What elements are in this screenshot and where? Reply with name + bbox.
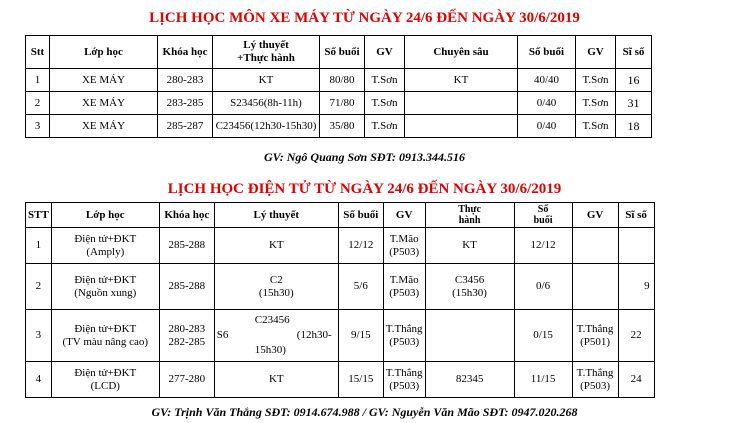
table-row bbox=[26, 115, 652, 138]
cell: 277-280 bbox=[159, 362, 214, 398]
cell: 285-288 bbox=[159, 264, 214, 310]
cell: KT bbox=[214, 362, 338, 398]
cell: 18 bbox=[616, 115, 652, 138]
table-header-row bbox=[26, 36, 652, 69]
cell: C2 (15h30) bbox=[214, 264, 338, 310]
cell bbox=[572, 264, 618, 310]
cell: 4 bbox=[26, 362, 52, 398]
xe-may-teacher-contact: GV: Ngô Quang Sơn SĐT: 0913.344.516 bbox=[263, 150, 466, 164]
dien-tu-schedule-table bbox=[25, 202, 655, 398]
col-header-so-buoi-2: Số buổi bbox=[518, 36, 576, 69]
col-header-so-buoi: Số buổi bbox=[320, 36, 365, 69]
cell bbox=[405, 115, 518, 138]
dien-tu-teacher-contact: GV: Trịnh Văn Thắng SĐT: 0914.674.988 / GV: Nguyễn Văn Mão SĐT: 0947.020.268 bbox=[151, 405, 578, 419]
cell: S23456(8h-11h) bbox=[213, 92, 320, 115]
col-header-ly-thuyet: Lý thuyết bbox=[214, 203, 338, 228]
cell: T.Mão (P503) bbox=[383, 264, 425, 310]
cell: T.Mão (P503) bbox=[383, 228, 425, 264]
dien-tu-schedule-title: LỊCH HỌC ĐIỆN TỬ TỪ NGÀY 24/6 ĐẾN NGÀY 30/6/2019 bbox=[167, 181, 562, 197]
cell: T.Thắng (P503) bbox=[383, 362, 425, 398]
cell: 0/6 bbox=[514, 264, 572, 310]
cell: 285-287 bbox=[158, 115, 213, 138]
cell: 2 bbox=[26, 92, 50, 115]
col-header-lop-hoc: Lớp học bbox=[51, 203, 159, 228]
cell: KT bbox=[425, 228, 514, 264]
cell bbox=[618, 228, 654, 264]
cell: T.Sơn bbox=[576, 69, 616, 92]
cell: T.Sơn bbox=[576, 92, 616, 115]
cell: T.Sơn bbox=[576, 115, 616, 138]
col-header-ly-thuyet: Lý thuyết +Thực hành bbox=[213, 36, 320, 69]
cell: T.Sơn bbox=[365, 69, 405, 92]
cell: 5/6 bbox=[338, 264, 383, 310]
cell: KT bbox=[214, 228, 338, 264]
cell: XE MÁY bbox=[50, 115, 158, 138]
cell: T.Thắng (P503) bbox=[383, 310, 425, 362]
cell: XE MÁY bbox=[50, 92, 158, 115]
cell: 0/40 bbox=[518, 92, 576, 115]
cell: C3456 (15h30) bbox=[425, 264, 514, 310]
cell: 40/40 bbox=[518, 69, 576, 92]
cell: 285-288 bbox=[159, 228, 214, 264]
col-header-gv-2: GV bbox=[576, 36, 616, 69]
col-header-khoa-hoc: Khóa học bbox=[159, 203, 214, 228]
cell: 24 bbox=[618, 362, 654, 398]
col-header-si-so: Sĩ số bbox=[616, 36, 652, 69]
col-header-stt: STT bbox=[26, 203, 52, 228]
xe-may-schedule-table bbox=[25, 35, 652, 138]
cell: 280-283 bbox=[158, 69, 213, 92]
cell: 3 bbox=[26, 310, 52, 362]
table-row bbox=[26, 264, 655, 310]
cell: 12/12 bbox=[338, 228, 383, 264]
cell: 283-285 bbox=[158, 92, 213, 115]
cell: 2 bbox=[26, 264, 52, 310]
cell: 12/12 bbox=[514, 228, 572, 264]
cell: 1 bbox=[26, 228, 52, 264]
col-header-stt: Stt bbox=[26, 36, 50, 69]
cell-part: C23456 bbox=[254, 313, 290, 326]
col-header-so-buoi: Số buổi bbox=[338, 203, 383, 228]
col-header-thuc-hanh: Thực hành bbox=[425, 203, 514, 228]
cell: T.Thắng (P501) bbox=[572, 310, 618, 362]
cell: KT bbox=[405, 69, 518, 92]
col-header-gv: GV bbox=[365, 36, 405, 69]
cell: T.Sơn bbox=[365, 92, 405, 115]
cell: 0/15 bbox=[514, 310, 572, 362]
cell: 11/15 bbox=[514, 362, 572, 398]
table-row bbox=[26, 228, 655, 264]
cell-part: 15h30) bbox=[254, 343, 286, 356]
cell: KT bbox=[213, 69, 320, 92]
cell bbox=[405, 92, 518, 115]
cell-ly-thuyet-composite bbox=[214, 310, 338, 362]
cell-part: S6 bbox=[216, 328, 229, 341]
col-header-gv: GV bbox=[383, 203, 425, 228]
cell: Điện tử+ĐKT (Nguồn xung) bbox=[51, 264, 159, 310]
cell: Điện tử+ĐKT (Amply) bbox=[51, 228, 159, 264]
cell: Điện tử+ĐKT (TV màu nâng cao) bbox=[51, 310, 159, 362]
table-header-row bbox=[26, 203, 655, 228]
xe-may-schedule-title: LỊCH HỌC MÔN XE MÁY TỪ NGÀY 24/6 ĐẾN NGÀY 30/6/2019 bbox=[149, 10, 580, 26]
cell: C23456(12h30-15h30) bbox=[213, 115, 320, 138]
cell: Điện tử+ĐKT (LCD) bbox=[51, 362, 159, 398]
cell: 80/80 bbox=[320, 69, 365, 92]
cell: 9/15 bbox=[338, 310, 383, 362]
cell: T.Sơn bbox=[365, 115, 405, 138]
col-header-chuyen-sau: Chuyên sâu bbox=[405, 36, 518, 69]
cell: 15/15 bbox=[338, 362, 383, 398]
col-header-lop-hoc: Lớp học bbox=[50, 36, 158, 69]
col-header-khoa-hoc: Khóa học bbox=[158, 36, 213, 69]
cell: 31 bbox=[616, 92, 652, 115]
cell: 3 bbox=[26, 115, 50, 138]
cell: T.Thắng (P503) bbox=[572, 362, 618, 398]
cell: 16 bbox=[616, 69, 652, 92]
cell: 22 bbox=[618, 310, 654, 362]
cell bbox=[425, 310, 514, 362]
cell: 35/80 bbox=[320, 115, 365, 138]
col-header-so-buoi-2: Số buổi bbox=[514, 203, 572, 228]
cell bbox=[572, 228, 618, 264]
table-row bbox=[26, 362, 655, 398]
table-row bbox=[26, 92, 652, 115]
cell-part: (12h30- bbox=[296, 328, 332, 341]
col-header-si-so: Sĩ số bbox=[618, 203, 654, 228]
table-row bbox=[26, 69, 652, 92]
table-row bbox=[26, 310, 655, 362]
col-header-gv-2: GV bbox=[572, 203, 618, 228]
cell: 71/80 bbox=[320, 92, 365, 115]
cell: 1 bbox=[26, 69, 50, 92]
cell: XE MÁY bbox=[50, 69, 158, 92]
cell: 82345 bbox=[425, 362, 514, 398]
cell: 280-283 282-285 bbox=[159, 310, 214, 362]
cell: 9 bbox=[618, 264, 654, 310]
cell: 0/40 bbox=[518, 115, 576, 138]
